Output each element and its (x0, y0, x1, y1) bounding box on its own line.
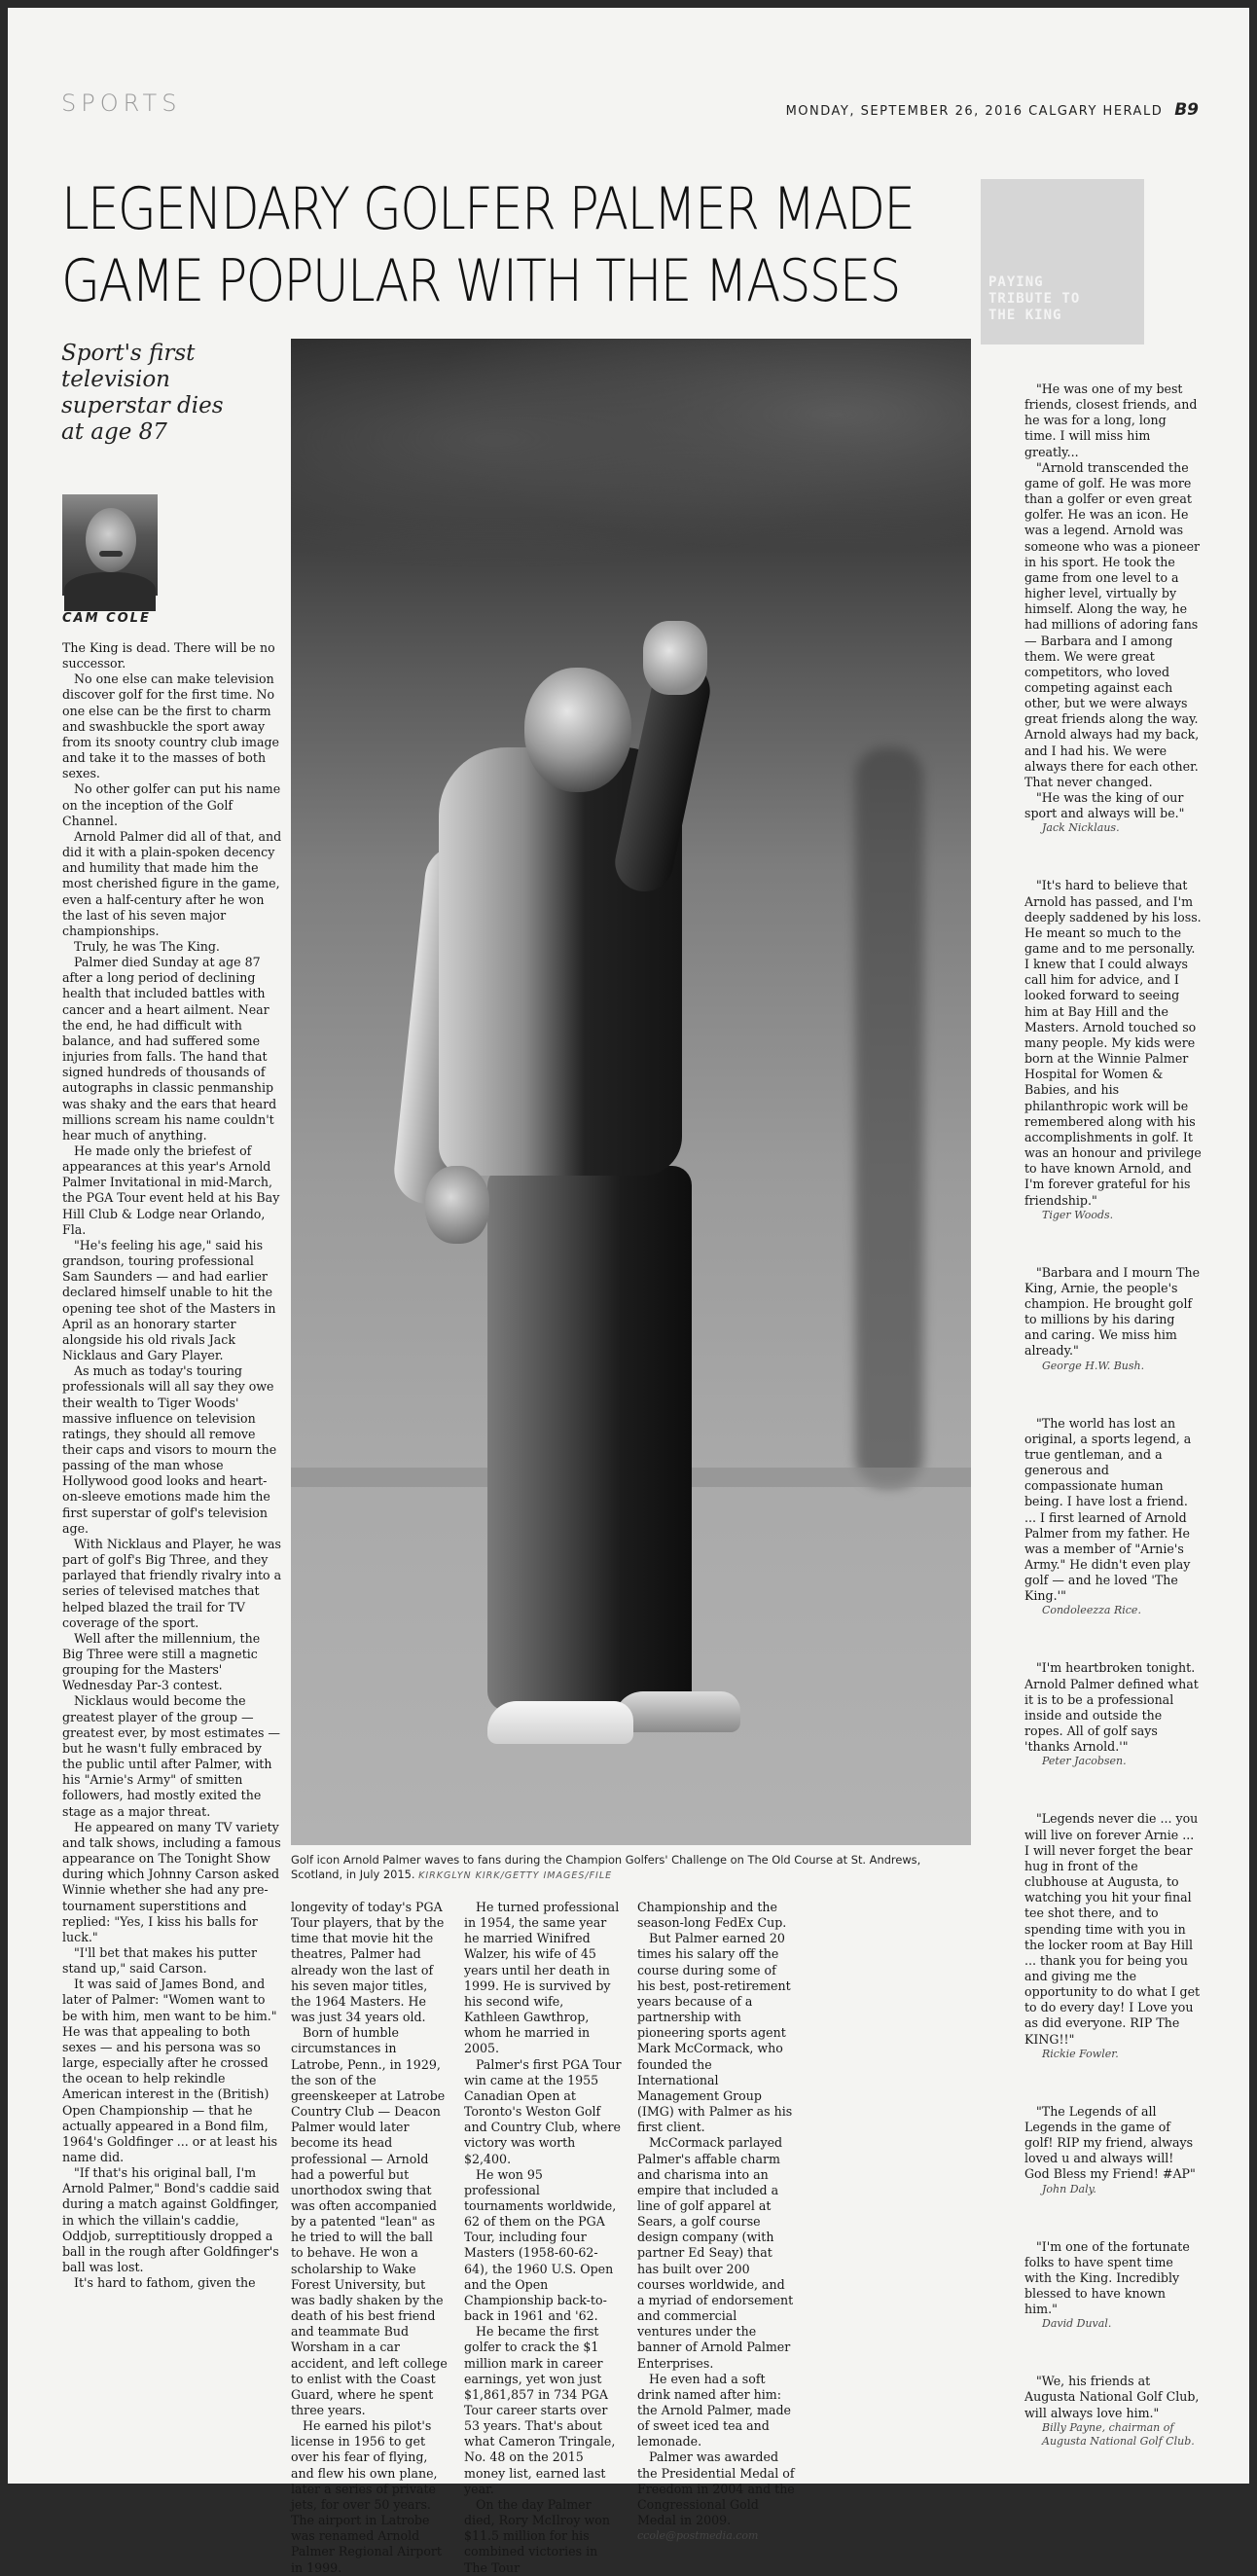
tribute-quote: "We, his friends at Augusta National Golf Club, will always love him." (1024, 2374, 1200, 2420)
promo-line-3: THE KING (988, 308, 1062, 323)
paragraph: No other golfer can put his name on the inception of the Golf Channel. (62, 781, 281, 828)
page-header (786, 100, 1199, 120)
paragraph: Truly, he was The King. (74, 938, 220, 954)
headline-line-2: GAME POPULAR WITH THE MASSES (61, 247, 900, 315)
tribute-attribution: John Daly. (1042, 2182, 1096, 2195)
tribute-quote: "He was the king of our sport and always will be." (1024, 790, 1185, 821)
article-column-1 (291, 1900, 449, 2576)
tribute-attribution: Peter Jacobsen. (1042, 1755, 1127, 1768)
paragraph: He even had a soft drink named after him: the Arnold Palmer, made of sweet iced tea and lemonade. (637, 2371, 791, 2449)
byline: CAM COLE (62, 611, 151, 626)
paragraph: But Palmer earned 20 times his salary off the course during some of his best, post-retirement years because of a partnership with pioneering sports agent Mark McCormack, who founded the International Management Group (IMG) with Palmer as his first client. (637, 1931, 793, 2135)
tributes-column (1024, 381, 1202, 2491)
paragraph: "If that's his original ball, I'm Arnold Palmer," Bond's caddie said during a match against Goldfinger, in which the villain's caddie, Oddjob, surreptitiously dropped a ball in the rough after Goldfinger's ball was lost. (62, 2165, 280, 2275)
columnist-photo (62, 494, 158, 596)
tribute-quote: "The Legends of all Legends in the game of golf! RIP my friend, always loved u and always will! God Bless my Friend! #AP" (1024, 2103, 1196, 2182)
tribute-quote: "Arnold transcended the game of golf. He was more than a golfer or even great golfer. He was an icon. He was a legend. Arnold was someone who was a pioneer in his sport. He took the game from one level to a higher level, virtually by himself. Along the way, he had millions of adoring fans — Barbara and I among them. We were great competitors, who loved competing against each other, but we were always great friends along the way. Arnold always had my back, and I had his. We were always there for each other. That never changed. (1024, 459, 1201, 789)
paragraph: Palmer's first PGA Tour win came at the 1955 Canadian Open at Toronto's Weston Golf and Country Club, where victory was worth $2,400. (464, 2056, 622, 2166)
paragraph: With Nicklaus and Player, he was part of golf's Big Three, and they parlayed that friendly rivalry into a series of televised matches that helped blazed the trail for TV coverage of the sport. (62, 1536, 282, 1630)
paragraph: On the day Palmer died, Rory McIlroy won $11.5 million for his combined victories in The Tour (464, 2496, 610, 2575)
tribute-quote: "He was one of my best friends, closest friends, and he was for a long, long time. I will miss him greatly... (1024, 381, 1198, 459)
photo-caption (291, 1853, 971, 1883)
tribute-attribution: Condoleezza Rice. (1042, 1604, 1141, 1617)
photo-credit: KIRKGLYN KIRK/GETTY IMAGES/FILE (418, 1870, 613, 1881)
tribute-attribution: Jack Nicklaus. (1042, 821, 1120, 835)
paragraph: Palmer died Sunday at age 87 after a long period of declining health that included battles with cancer and a heart ailment. Near the end, he had difficult with balance, and had suffered some injuries from falls. The hand that signed hundreds of thousands of autographs in classic penmanship was shaky and the ears that heard millions scream his name couldn't hear much of anything. (62, 955, 277, 1143)
promo-line-2: TRIBUTE TO (988, 291, 1081, 307)
tribute-quote: "Barbara and I mourn The King, Arnie, the people's champion. He brought golf to millions by his daring and caring. We miss him already." (1024, 1264, 1201, 1359)
tribute-attribution: David Duval. (1042, 2317, 1112, 2331)
article-column-3 (637, 1900, 795, 2544)
paragraph: He turned professional in 1954, the same year he married Winifred Walzer, his wife of 45 years until her death in 1999. He is survived by his second wife, Kathleen Gawthrop, whom he married in 2005. (464, 1900, 620, 2056)
paragraph: It's hard to fathom, given the (74, 2275, 256, 2291)
tribute-attribution: Tiger Woods. (1042, 1208, 1114, 1221)
paragraph: He made only the briefest of appearances at this year's Arnold Palmer Invitational in mid-March, the PGA Tour event held at his Bay Hill Club & Lodge near Orlando, Fla. (62, 1143, 280, 1237)
tribute-quote: "Legends never die ... you will live on forever Arnie ... I will never forget the bear hug in front of the clubhouse at Augusta, to watching you hit your final tee shot there, and to spending time with you in the locker room at Bay Hill ... thank you for being you and giving me the opportunity to do what I get to do every day! I Love you as did everyone. RIP The KING!!" (1024, 1811, 1201, 2047)
paragraph: No one else can make television discover golf for the first time. No one else can be the first to charm and swashbuckle the sport away from its snooty country club image and take it to the masses of both sexes. (62, 671, 279, 781)
tribute-attribution: George H.W. Bush. (1042, 1359, 1145, 1372)
caption-text: Golf icon Arnold Palmer waves to fans during the Champion Golfers' Challenge on The Old Course at St. Andrews, Scotland, in July 2015. (291, 1853, 921, 1881)
tribute-quote: "It's hard to believe that Arnold has passed, and I'm deeply saddened by his loss. He meant so much to the game and to me personally. I knew that I could always call him for advice, and I looked forward to seeing him at Bay Hill and the Masters. Arnold touched so many people. My kids were born at the Winnie Palmer Hospital for Women & Babies, and his philanthropic work will be remembered along with his accomplishments in golf. It was an honour and privilege to have known Arnold, and I'm forever grateful for his friendship." (1024, 878, 1202, 1208)
section-label: SPORTS (61, 90, 182, 117)
tribute-attribution: Rickie Fowler. (1042, 2047, 1119, 2060)
paragraph: McCormack parlayed Palmer's affable charm and charisma into an empire that included a line of golf apparel at Sears, a golf course design company (with partner Ed Seay) that has built over 200 courses worldwide, and a myriad of endorsement and commercial ventures under the banner of Arnold Palmer Enterprises. (637, 2135, 794, 2371)
paragraph: As much as today's touring professionals will all say they owe their wealth to Tiger Woods' massive influence on television ratings, they should all remove their caps and visors to mourn the passing of the man whose Hollywood good looks and heart-on-sleeve emotions made him the first superstar of golf's television age. (62, 1363, 277, 1536)
author-email[interactable]: ccole@postmedia.com (637, 2529, 759, 2543)
paragraph: Palmer was awarded the Presidential Medal of Freedom in 2004 and the Congressional Gold Medal in 2009. (637, 2449, 795, 2528)
article-column-left (62, 640, 284, 2291)
tribute-quote: "I'm heartbroken tonight. Arnold Palmer defined what it is to be a professional inside and outside the ropes. All of golf says 'thanks Arnold.'" (1024, 1660, 1199, 1755)
page-number: B9 (1174, 100, 1199, 120)
article-column-2 (464, 1900, 622, 2576)
paragraph: He became the first golfer to crack the $1 million mark in career earnings, yet won just $1,861,857 in 734 PGA Tour career starts over 53 years. That's about what Cameron Tringale, No. 48 on the 2015 money list, earned last year. (464, 2324, 616, 2496)
paragraph: Arnold Palmer did all of that, and did it with a plain-spoken decency and humility that made him the most cherished figure in the game, even a half-century after he won the last of his seven major championships. (62, 828, 282, 938)
promo-line-1: PAYING (988, 274, 1044, 290)
paragraph: He won 95 professional tournaments worldwide, 62 of them on the PGA Tour, including four Masters (1958-60-62-64), the 1960 U.S. Open and the Open Championship back-to-back in 1961 and '62. (464, 2166, 617, 2324)
paragraph: Nicklaus would become the greatest player of the group — greatest ever, by most estimates — but he wasn't fully embraced by the public until after Palmer, with his "Arnie's Army" of smitten followers, had mostly exited the stage as a major threat. (62, 1693, 281, 1819)
tribute-promo-box (981, 179, 1144, 345)
paragraph: He appeared on many TV variety and talk shows, including a famous appearance on The Tonight Show during which Johnny Carson asked Winnie whether she had any pre-tournament superstitions and replied: "Yes, I kiss his balls for luck." (62, 1819, 281, 1944)
paragraph: Born of humble circumstances in Latrobe, Penn., in 1929, the son of the greenskeeper at Latrobe Country Club — Deacon Palmer would later become its head professional — Arnold had a powerful but unorthodox swing that was often accompanied by a patented "lean" as he tried to will the ball to behave. He won a scholarship to Wake Forest University, but was badly shaken by the death of his best friend and teammate Bud Worsham in a car accident, and left college to enlist with the Coast Guard, where he spent three years. (291, 2025, 448, 2417)
tribute-quote: "The world has lost an original, a sports legend, a true gentleman, and a generous and compassionate human being. I have lost a friend. ... I first learned of Arnold Palmer from my father. He was a member of "Arnie's Army." He didn't even play golf — and he loved 'The King.'" (1024, 1415, 1192, 1604)
dateline: MONDAY, SEPTEMBER 26, 2016 CALGARY HERALD (785, 104, 1164, 119)
newspaper-page (8, 8, 1249, 2575)
paragraph: Well after the millennium, the Big Three were still a magnetic grouping for the Masters' Wednesday Par-3 contest. (62, 1630, 261, 1693)
arnold-palmer-photo (291, 339, 971, 1845)
paragraph: "I'll bet that makes his putter stand up," said Carson. (62, 1944, 257, 1977)
tribute-attribution: Billy Payne, chairman of Augusta National Golf Club. (1042, 2420, 1195, 2448)
paragraph: He earned his pilot's license in 1956 to get over his fear of flying, and flew his own plane, later a series of private jets, for over 50 years. The airport in Latrobe was renamed Arnold Palmer Regional Airport in 1999. (291, 2418, 442, 2575)
paragraph: Championship and the season-long FedEx Cup. (637, 1900, 787, 1931)
tribute-quote: "I'm one of the fortunate folks to have spent time with the King. Incredibly blessed to have known him." (1024, 2238, 1190, 2317)
paragraph: It was said of James Bond, and later of Palmer: "Women want to be with him, men want to be him." He was that appealing to both sexes — and his persona was so large, especially after he crossed the ocean to help rekindle American interest in the (British) Open Championship — that he actually appeared in a Bond film, 1964's Goldfinger ... or at least his name did. (62, 1977, 278, 2164)
subheadline: Sport's first television superstar dies at age 87 (61, 341, 224, 445)
paragraph: "He's feeling his age," said his grandson, touring professional Sam Saunders — and had earlier declared himself unable to hit the opening tee shot of the Masters in April as an honorary starter alongside his old rivals Jack Nicklaus and Gary Player. (62, 1237, 276, 1363)
paragraph: longevity of today's PGA Tour players, that by the time that movie hit the theatres, Palmer had already won the last of his seven major titles, the 1964 Masters. He was just 34 years old. (291, 1900, 445, 2025)
headline (61, 173, 915, 317)
paragraph: The King is dead. There will be no successor. (62, 640, 275, 671)
headline-line-1: LEGENDARY GOLFER PALMER MADE (61, 175, 915, 243)
